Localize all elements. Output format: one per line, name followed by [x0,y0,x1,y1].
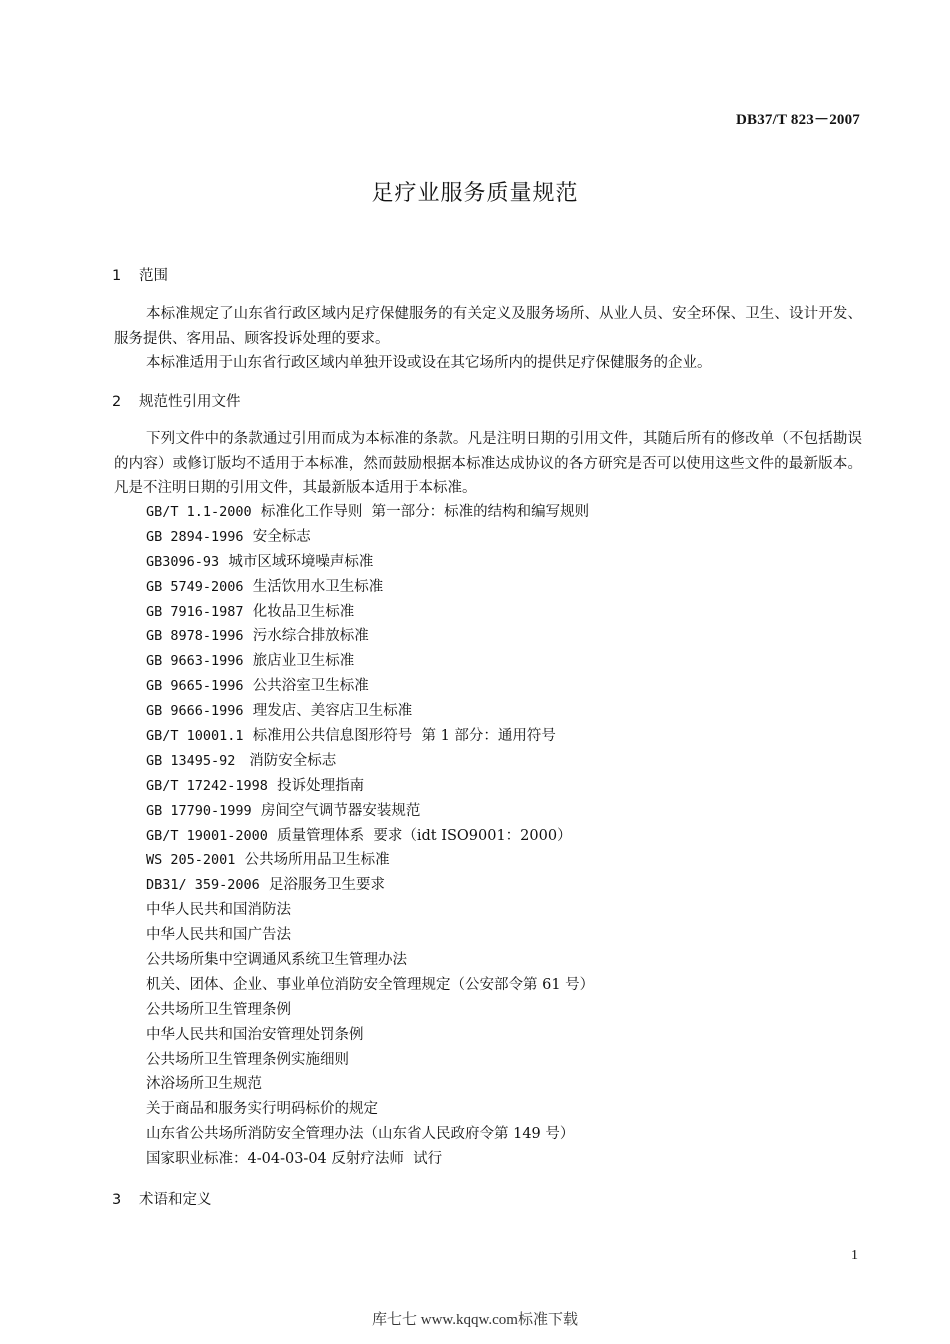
normative-references-list [146,500,594,1172]
section-number: 3 [112,1192,122,1208]
section-title: 规范性引用文件 [139,394,241,410]
reference-item: GB/T 17242-1998 投诉处理指南 [146,777,365,794]
reference-item: DB31/ 359-2006 足浴服务卫生要求 [146,877,386,894]
section-2-paragraph-1: 下列文件中的条款通过引用而成为本标准的条款。凡是注明日期的引用文件，其随后所有的修改单（不包括勘误的内容）或修订版均不适用于本标准，然而鼓励根据本标准达成协议的各方研究是否可以使用这些文件的最新版本。凡是不注明日期的引用文件，其最新版本适用于本标准。 [114,431,862,496]
page-number: 1 [851,1248,858,1263]
section-title: 范围 [139,268,168,284]
section-1-paragraph-2: 本标准适用于山东省行政区域内单独开设或设在其它场所内的提供足疗保健服务的企业。 [146,355,712,371]
reference-item: 沐浴场所卫生规范 [146,1076,262,1093]
reference-item: GB 9665-1996 公共浴室卫生标准 [146,678,369,695]
section-1-paragraph-1: 本标准规定了山东省行政区域内足疗保健服务的有关定义及服务场所、从业人员、安全环保、卫生、设计开发、服务提供、客用品、顾客投诉处理的要求。 [114,306,862,347]
reference-item: GB 9663-1996 旅店业卫生标准 [146,653,355,670]
reference-item: 机关、团体、企业、事业单位消防安全管理规定（公安部令第 61 号） [146,976,595,993]
reference-item: 中华人民共和国消防法 [146,902,291,919]
reference-item: GB/T 1.1-2000 标准化工作导则 第一部分：标准的结构和编写规则 [146,504,590,520]
reference-item: 国家职业标准：4-04-03-04 反射疗法师 试行 [146,1151,443,1168]
reference-item: 山东省公共场所消防安全管理办法（山东省人民政府令第 149 号） [146,1126,575,1143]
reference-item: 公共场所卫生管理条例 [146,1001,291,1018]
reference-item: GB 17790-1999 房间空气调节器安装规范 [146,802,421,819]
reference-item: GB 13495-92 消防安全标志 [146,752,337,769]
section-3-heading [112,1188,212,1209]
standard-code: DB37/T 823－2007 [736,112,860,128]
reference-item: GB3096-93 城市区域环境噪声标准 [146,553,374,570]
document-title: 足疗业服务质量规范 [371,181,579,206]
section-1-heading [112,264,168,285]
reference-item: GB/T 19001-2000 质量管理体系 要求（idt ISO9001：2000） [146,827,572,844]
reference-item: 公共场所集中空调通风系统卫生管理办法 [146,952,407,969]
section-number: 2 [112,394,122,410]
reference-item: 关于商品和服务实行明码标价的规定 [146,1101,378,1118]
section-2-heading [112,390,241,411]
reference-item: 中华人民共和国治安管理处罚条例 [146,1026,364,1043]
reference-item: GB/T 10001.1 标准用公共信息图形符号 第 1 部分：通用符号 [146,728,556,745]
section-number: 1 [112,268,122,284]
reference-item: GB 7916-1987 化妆品卫生标准 [146,603,355,620]
reference-item: 公共场所卫生管理条例实施细则 [146,1051,349,1068]
reference-item: GB 5749-2006 生活饮用水卫生标准 [146,578,384,595]
reference-item: 中华人民共和国广告法 [146,927,291,944]
section-title: 术语和定义 [139,1192,212,1208]
reference-item: GB 9666-1996 理发店、美容店卫生标准 [146,703,413,720]
reference-item: GB 2894-1996 安全标志 [146,528,311,545]
reference-item: GB 8978-1996 污水综合排放标准 [146,628,369,645]
reference-item: WS 205-2001 公共场所用品卫生标准 [146,852,390,869]
watermark-footer: 库七七 www.kqqw.com标准下载 [372,1312,578,1328]
